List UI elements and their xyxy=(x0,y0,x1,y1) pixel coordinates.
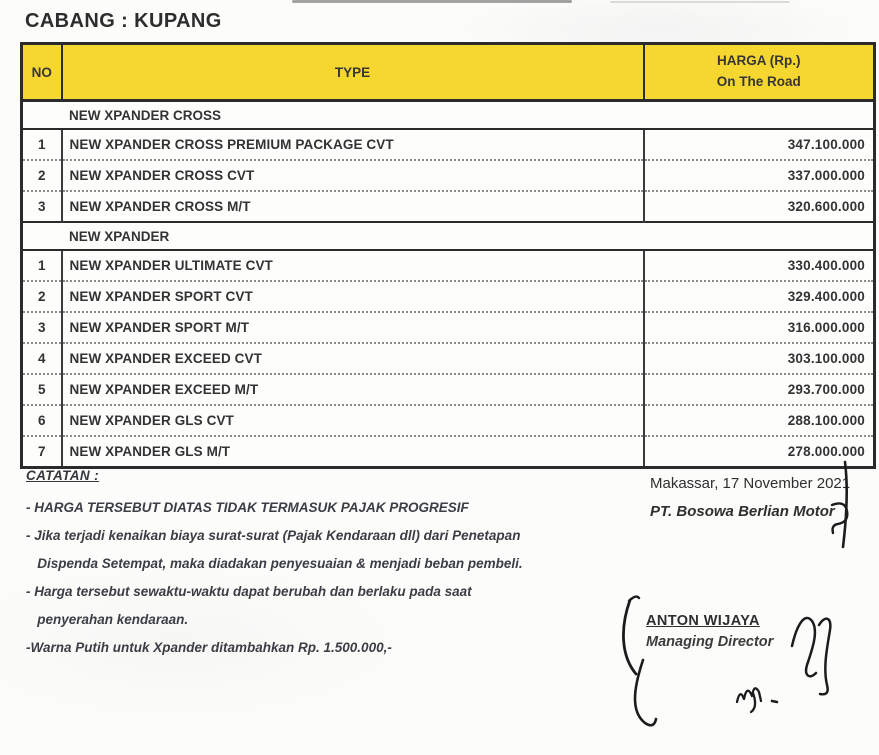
row-price: 278.000.000 xyxy=(644,436,875,468)
signer-title: Managing Director xyxy=(646,634,774,650)
row-price: 330.400.000 xyxy=(787,258,865,273)
row-type: NEW XPANDER GLS CVT xyxy=(62,405,644,436)
row-type: NEW XPANDER SPORT M/T xyxy=(62,312,644,343)
table-row xyxy=(22,250,875,281)
col-header-type: TYPE xyxy=(62,44,644,101)
row-type: NEW XPANDER CROSS PREMIUM PACKAGE CVT xyxy=(62,129,644,160)
table-row xyxy=(22,281,875,312)
row-price: 316.000.000 xyxy=(644,312,875,343)
table-row xyxy=(22,405,875,436)
row-type: NEW XPANDER CROSS CVT xyxy=(62,160,644,191)
note-line: penyerahan kendaraan. xyxy=(26,612,189,627)
row-price: 347.100.000 xyxy=(787,137,865,152)
sign-place-date: Makassar, 17 November 2021 xyxy=(650,475,851,492)
table-row xyxy=(22,343,875,374)
section-row xyxy=(22,101,875,130)
table-row xyxy=(22,191,875,222)
row-no: 1 xyxy=(22,250,62,281)
row-no: 5 xyxy=(22,374,62,405)
col-header-price-line2: On The Road xyxy=(716,74,801,89)
signer-name: ANTON WIJAYA xyxy=(646,613,760,629)
page-title: CABANG : KUPANG xyxy=(25,10,222,32)
row-price: 337.000.000 xyxy=(644,160,875,191)
row-no: 3 xyxy=(22,191,62,222)
notes-block xyxy=(26,468,626,662)
col-header-price-line1: HARGA (Rp.) xyxy=(717,53,801,69)
row-type: NEW XPANDER EXCEED CVT xyxy=(62,343,644,374)
row-price: 293.700.000 xyxy=(644,374,875,405)
row-type: NEW XPANDER EXCEED M/T xyxy=(62,374,644,405)
section-label: NEW XPANDER CROSS xyxy=(22,101,875,130)
row-no: 3 xyxy=(22,312,62,343)
scan-artifact xyxy=(610,1,790,3)
row-type: NEW XPANDER GLS M/T xyxy=(62,436,644,468)
row-type: NEW XPANDER CROSS M/T xyxy=(62,191,644,222)
row-no: 2 xyxy=(22,281,62,312)
row-no: 1 xyxy=(22,129,62,160)
notes-heading: CATATAN : xyxy=(26,468,100,483)
table-row xyxy=(22,374,875,405)
note-line: - Harga tersebut sewaktu-waktu dapat berubah dan berlaku pada saat xyxy=(26,584,472,599)
col-header-price xyxy=(644,44,875,101)
row-type: NEW XPANDER ULTIMATE CVT xyxy=(62,250,644,281)
table-row xyxy=(22,129,875,160)
row-price: 329.400.000 xyxy=(644,281,875,312)
row-no: 7 xyxy=(22,436,62,468)
signer-block xyxy=(646,613,846,650)
price-table xyxy=(20,42,876,469)
scan-artifact xyxy=(292,0,572,3)
table-row xyxy=(22,436,875,468)
section-row xyxy=(22,222,875,250)
row-no: 4 xyxy=(22,343,62,374)
row-price: 320.600.000 xyxy=(644,191,875,222)
note-line: Dispenda Setempat, maka diadakan penyesuaian & menjadi beban pembeli. xyxy=(26,556,523,571)
note-line: - HARGA TERSEBUT DIATAS TIDAK TERMASUK PAJAK PROGRESIF xyxy=(26,500,469,515)
table-header-row xyxy=(22,44,875,101)
row-price: 303.100.000 xyxy=(644,343,875,374)
note-line: -Warna Putih untuk Xpander ditambahkan Rp. 1.500.000,- xyxy=(26,640,392,655)
note-line: - Jika terjadi kenaikan biaya surat-surat (Pajak Kendaraan dll) dari Penetapan xyxy=(26,528,521,543)
row-price: 288.100.000 xyxy=(644,405,875,436)
row-type: NEW XPANDER SPORT CVT xyxy=(62,281,644,312)
row-no: 6 xyxy=(22,405,62,436)
col-header-no: NO xyxy=(22,44,62,101)
table-row xyxy=(22,160,875,191)
table-row xyxy=(22,312,875,343)
signoff-block xyxy=(650,474,865,522)
sign-company: PT. Bosowa Berlian Motor xyxy=(650,503,835,520)
row-no: 2 xyxy=(22,160,62,191)
section-label: NEW XPANDER xyxy=(22,222,875,250)
